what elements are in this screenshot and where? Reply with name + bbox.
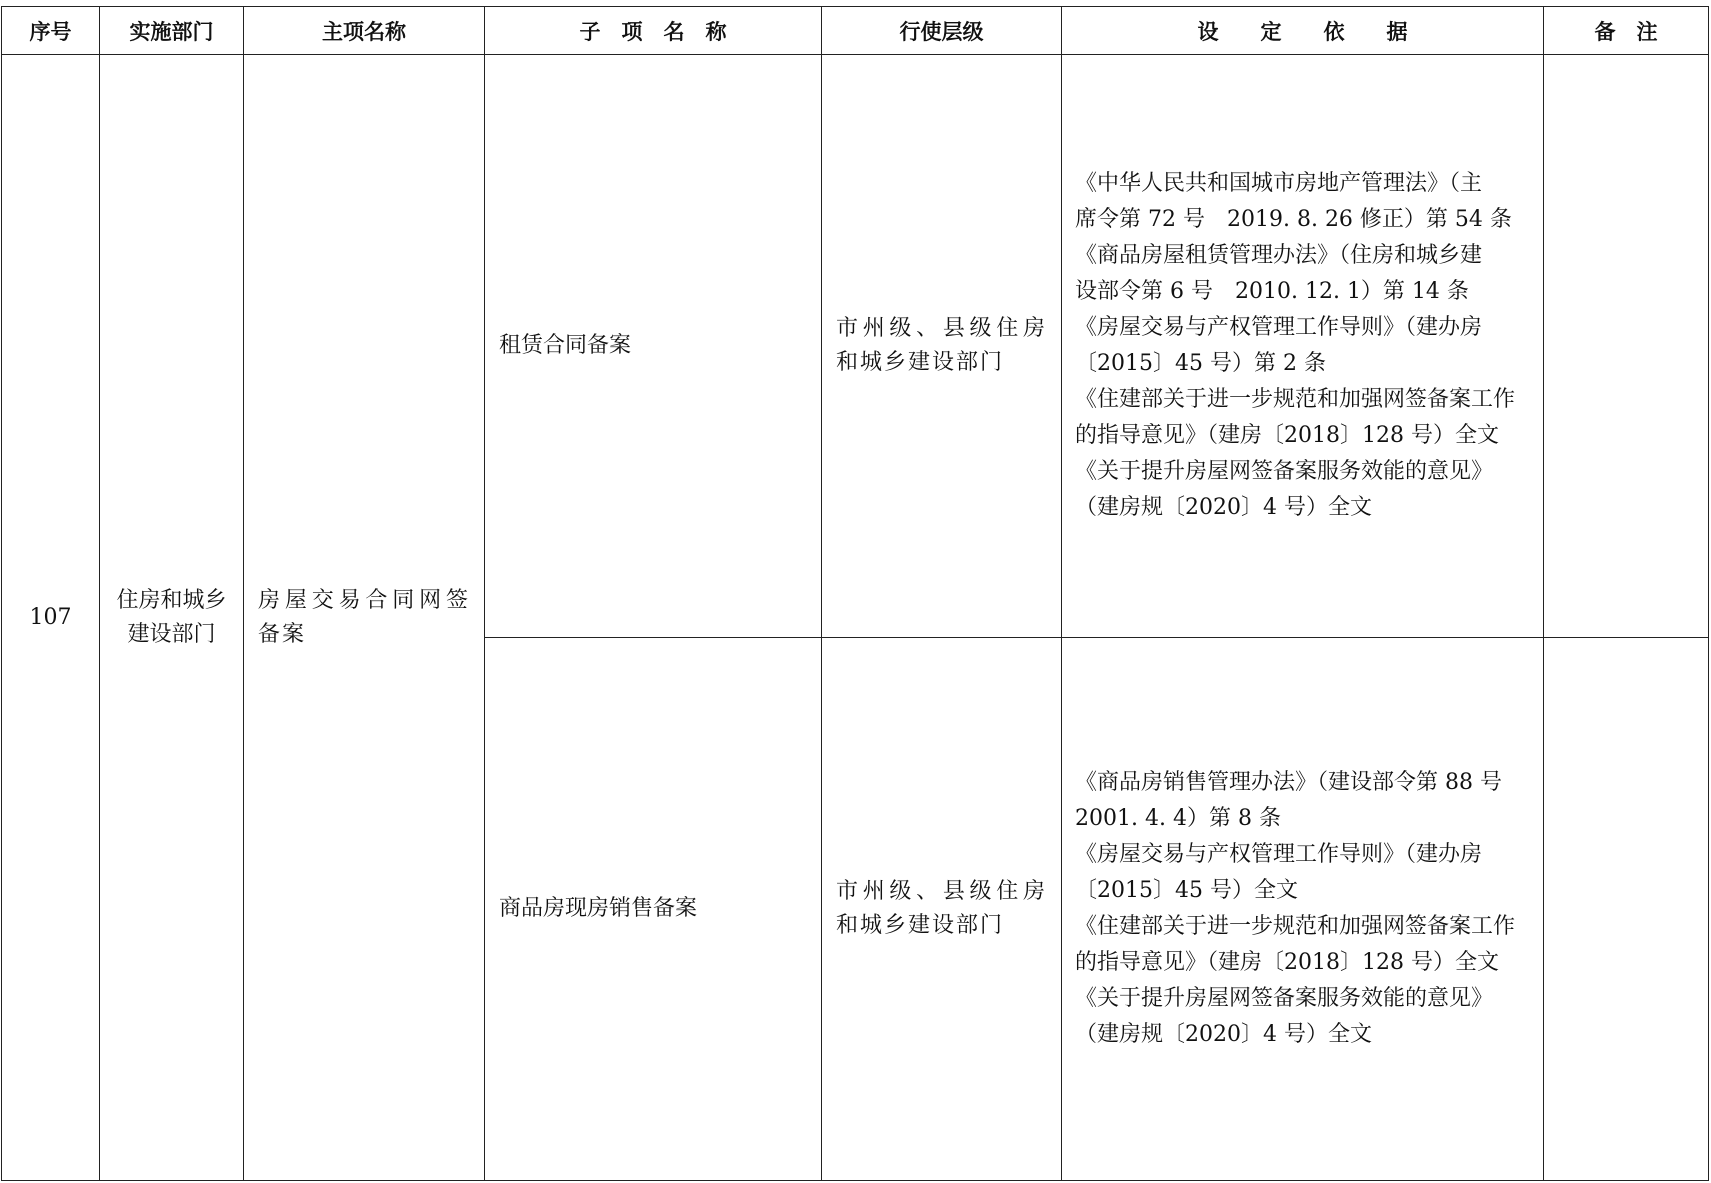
level-text: 市州级、县级住房和城乡建设部门: [836, 879, 1047, 938]
basis-line: 《关于提升房屋网签备案服务效能的意见》: [1075, 986, 1494, 1011]
basis-line: 《商品房销售管理办法》（建设部令第 88 号: [1075, 770, 1502, 795]
header-seq: 序号: [2, 7, 100, 55]
basis-line: 的指导意见》（建房〔2018〕128 号）全文: [1075, 423, 1499, 448]
sub-item-name: 租赁合同备案: [499, 333, 632, 358]
approval-items-table: [1, 6, 1709, 1181]
basis-line: 《住建部关于进一步规范和加强网签备案工作: [1075, 914, 1516, 939]
sub-item-name: 商品房现房销售备案: [499, 896, 698, 921]
basis-line: 〔2015〕45 号）第 2 条: [1075, 351, 1326, 376]
header-level: 行使层级: [822, 7, 1062, 55]
dept-line-1: 住房和城乡: [116, 587, 227, 613]
basis-cell: [1062, 55, 1544, 638]
header-dept: 实施部门: [100, 7, 244, 55]
basis-line: 的指导意见》（建房〔2018〕128 号）全文: [1075, 950, 1499, 975]
header-basis: 设 定 依 据: [1062, 7, 1544, 55]
basis-line: 《房屋交易与产权管理工作导则》（建办房: [1075, 842, 1483, 867]
main-item-cell: [244, 55, 485, 1181]
basis-cell: [1062, 638, 1544, 1181]
basis-line: 设部令第 6 号 2010. 12. 1）第 14 条: [1075, 279, 1469, 304]
note-cell: [1544, 55, 1709, 638]
header-sub-item: 子 项 名 称: [485, 7, 822, 55]
basis-line: 2001. 4. 4）第 8 条: [1075, 806, 1281, 831]
basis-line: （建房规〔2020〕4 号）全文: [1075, 1022, 1372, 1047]
seq-number: 107: [29, 605, 72, 630]
level-cell: [822, 638, 1062, 1181]
basis-line: 〔2015〕45 号）全文: [1075, 878, 1298, 903]
header-row: [2, 7, 1709, 55]
basis-line: 《商品房屋租赁管理办法》（住房和城乡建: [1075, 243, 1483, 268]
level-cell: [822, 55, 1062, 638]
header-note: 备 注: [1544, 7, 1709, 55]
basis-line: （建房规〔2020〕4 号）全文: [1075, 495, 1372, 520]
basis-line: 《住建部关于进一步规范和加强网签备案工作: [1075, 387, 1516, 412]
sub-item-cell: [485, 55, 822, 638]
note-cell: [1544, 638, 1709, 1181]
table-row: [2, 55, 1709, 638]
seq-cell: [2, 55, 100, 1181]
level-text: 市州级、县级住房和城乡建设部门: [836, 316, 1047, 375]
dept-line-2: 建设部门: [127, 621, 216, 647]
sub-item-cell: [485, 638, 822, 1181]
basis-line: 《关于提升房屋网签备案服务效能的意见》: [1075, 459, 1494, 484]
header-main-item: 主项名称: [244, 7, 485, 55]
dept-cell: [100, 55, 244, 1181]
main-item-name: 房屋交易合同网签备案: [258, 587, 470, 647]
basis-line: 《房屋交易与产权管理工作导则》（建办房: [1075, 315, 1483, 340]
basis-line: 席令第 72 号 2019. 8. 26 修正）第 54 条: [1075, 207, 1512, 232]
basis-line: 《中华人民共和国城市房地产管理法》（主: [1075, 171, 1483, 196]
